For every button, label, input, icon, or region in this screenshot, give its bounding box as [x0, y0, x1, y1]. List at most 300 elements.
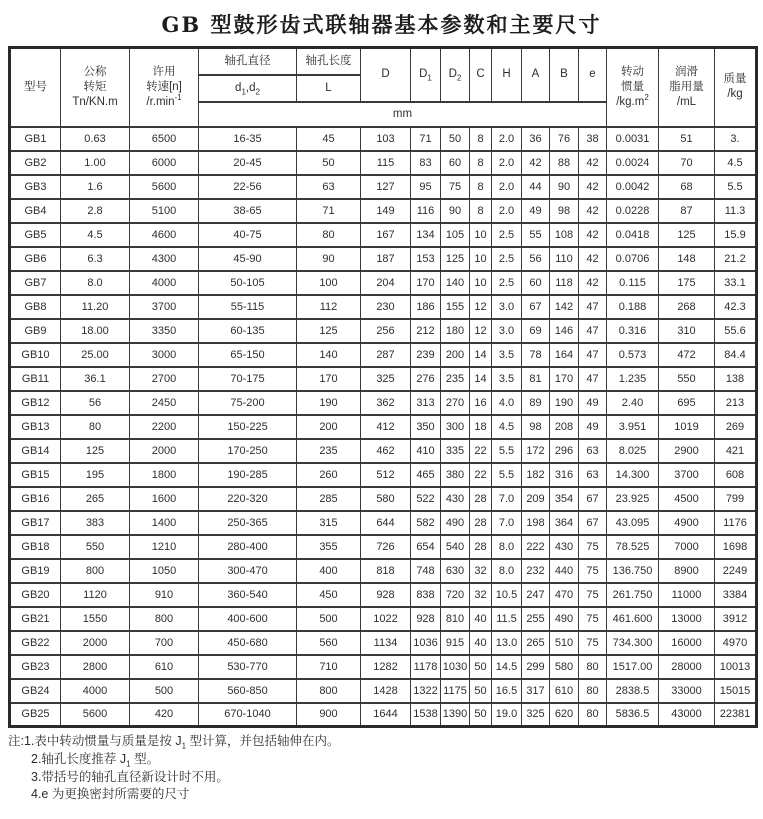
- value-cell: 164: [550, 343, 579, 367]
- table-row: [10, 127, 757, 151]
- value-cell: 47: [579, 367, 607, 391]
- value-cell: 8.0: [492, 535, 522, 559]
- value-cell: 153: [411, 247, 441, 271]
- value-cell: 47: [579, 343, 607, 367]
- value-cell: 362: [361, 391, 411, 415]
- value-cell: 0.0042: [607, 175, 659, 199]
- value-cell: 420: [130, 703, 199, 727]
- header-line: 转动: [621, 65, 644, 78]
- value-cell: 1175: [441, 679, 470, 703]
- dim-label: C: [476, 68, 485, 81]
- col-header-torque: [61, 48, 130, 127]
- value-cell: 6500: [130, 127, 199, 151]
- value-cell: 269: [715, 415, 757, 439]
- value-cell: 261.750: [607, 583, 659, 607]
- value-cell: 0.115: [607, 271, 659, 295]
- value-cell: 1282: [361, 655, 411, 679]
- value-cell: 726: [361, 535, 411, 559]
- value-cell: 75: [579, 607, 607, 631]
- header-line: 公称: [83, 65, 107, 78]
- value-cell: 42.3: [715, 295, 757, 319]
- value-cell: 80: [579, 679, 607, 703]
- value-cell: 28000: [659, 655, 715, 679]
- value-cell: 1134: [361, 631, 411, 655]
- col-header-D: [361, 48, 411, 102]
- value-cell: 383: [61, 511, 130, 535]
- value-cell: 40-75: [199, 223, 297, 247]
- value-cell: 1698: [715, 535, 757, 559]
- value-cell: 38: [579, 127, 607, 151]
- value-cell: 98: [550, 199, 579, 223]
- value-cell: 200: [297, 415, 361, 439]
- value-cell: 608: [715, 463, 757, 487]
- model-cell: GB11: [10, 367, 61, 391]
- value-cell: 5836.5: [607, 703, 659, 727]
- value-cell: 103: [361, 127, 411, 151]
- value-cell: 18: [470, 415, 492, 439]
- value-cell: 1428: [361, 679, 411, 703]
- subscript: 2: [456, 73, 462, 83]
- value-cell: 276: [411, 367, 441, 391]
- value-cell: 1.00: [61, 151, 130, 175]
- value-cell: 16000: [659, 631, 715, 655]
- value-cell: 81: [522, 367, 550, 391]
- value-cell: 125: [441, 247, 470, 271]
- value-cell: 268: [659, 295, 715, 319]
- value-cell: 1050: [130, 559, 199, 583]
- value-cell: 800: [297, 679, 361, 703]
- value-cell: 300: [441, 415, 470, 439]
- value-cell: 50: [441, 127, 470, 151]
- value-cell: 49: [579, 415, 607, 439]
- value-cell: 5.5: [715, 175, 757, 199]
- value-cell: 47: [579, 319, 607, 343]
- value-cell: 70: [659, 151, 715, 175]
- value-cell: 71: [411, 127, 441, 151]
- value-cell: 222: [522, 535, 550, 559]
- value-cell: 3.951: [607, 415, 659, 439]
- value-cell: 16: [470, 391, 492, 415]
- value-cell: 2.5: [492, 247, 522, 271]
- spec-table: [8, 46, 758, 728]
- value-cell: 50: [470, 679, 492, 703]
- value-cell: 80: [579, 703, 607, 727]
- value-cell: 470: [550, 583, 579, 607]
- value-cell: 67: [579, 487, 607, 511]
- col-header-D1: [411, 48, 441, 102]
- value-cell: 400: [297, 559, 361, 583]
- value-cell: 512: [361, 463, 411, 487]
- value-cell: 134: [411, 223, 441, 247]
- value-cell: 580: [550, 655, 579, 679]
- value-cell: 915: [441, 631, 470, 655]
- col-header-inertia: [607, 48, 659, 127]
- table-row: [10, 679, 757, 703]
- value-cell: 360-540: [199, 583, 297, 607]
- value-cell: 0.573: [607, 343, 659, 367]
- value-cell: 4.5: [61, 223, 130, 247]
- value-cell: 296: [550, 439, 579, 463]
- header-line: 惯量: [621, 80, 644, 93]
- value-cell: 550: [61, 535, 130, 559]
- value-cell: 421: [715, 439, 757, 463]
- model-cell: GB17: [10, 511, 61, 535]
- value-cell: 25.00: [61, 343, 130, 367]
- value-cell: 0.0418: [607, 223, 659, 247]
- value-cell: 0.0024: [607, 151, 659, 175]
- value-cell: 230: [361, 295, 411, 319]
- notes: [8, 733, 763, 804]
- value-cell: 2.0: [492, 175, 522, 199]
- value-cell: 45-90: [199, 247, 297, 271]
- value-cell: 75: [441, 175, 470, 199]
- value-cell: 36.1: [61, 367, 130, 391]
- value-cell: 4.5: [715, 151, 757, 175]
- value-cell: 14: [470, 343, 492, 367]
- value-cell: 1517.00: [607, 655, 659, 679]
- value-cell: 56: [61, 391, 130, 415]
- table-row: [10, 343, 757, 367]
- unit-header: mm: [199, 102, 607, 127]
- value-cell: 1550: [61, 607, 130, 631]
- model-cell: GB2: [10, 151, 61, 175]
- col-header-C: [470, 48, 492, 102]
- value-cell: 430: [550, 535, 579, 559]
- value-cell: 255: [522, 607, 550, 631]
- value-cell: 4900: [659, 511, 715, 535]
- value-cell: 190-285: [199, 463, 297, 487]
- col-header-d1d2: [199, 75, 297, 102]
- value-cell: 11.3: [715, 199, 757, 223]
- value-cell: 510: [550, 631, 579, 655]
- value-cell: 670-1040: [199, 703, 297, 727]
- value-cell: 40: [470, 631, 492, 655]
- col-header-B: [550, 48, 579, 102]
- value-cell: 522: [411, 487, 441, 511]
- value-cell: 3.0: [492, 319, 522, 343]
- value-cell: 88: [550, 151, 579, 175]
- table-row: [10, 703, 757, 727]
- value-cell: 87: [659, 199, 715, 223]
- subscript: 2: [255, 86, 260, 96]
- value-cell: 200: [441, 343, 470, 367]
- value-cell: 748: [411, 559, 441, 583]
- model-cell: GB19: [10, 559, 61, 583]
- value-cell: 3350: [130, 319, 199, 343]
- value-cell: 15015: [715, 679, 757, 703]
- value-cell: 6000: [130, 151, 199, 175]
- value-cell: 55: [522, 223, 550, 247]
- value-cell: 299: [522, 655, 550, 679]
- header-line: 脂用量: [669, 80, 704, 93]
- value-cell: 76: [550, 127, 579, 151]
- value-cell: 818: [361, 559, 411, 583]
- value-cell: 400-600: [199, 607, 297, 631]
- value-cell: 42: [579, 223, 607, 247]
- value-cell: 42: [522, 151, 550, 175]
- value-cell: 10013: [715, 655, 757, 679]
- value-cell: 38-65: [199, 199, 297, 223]
- header-line: /kg: [727, 88, 743, 101]
- value-cell: 8: [470, 151, 492, 175]
- value-cell: 13.0: [492, 631, 522, 655]
- value-cell: 810: [441, 607, 470, 631]
- value-cell: 5600: [130, 175, 199, 199]
- value-cell: 42: [579, 271, 607, 295]
- value-cell: 610: [130, 655, 199, 679]
- value-cell: 235: [297, 439, 361, 463]
- value-cell: 108: [550, 223, 579, 247]
- value-cell: 140: [441, 271, 470, 295]
- model-cell: GB4: [10, 199, 61, 223]
- value-cell: 49: [522, 199, 550, 223]
- value-cell: 450-680: [199, 631, 297, 655]
- value-cell: 580: [361, 487, 411, 511]
- model-cell: GB20: [10, 583, 61, 607]
- value-cell: 220-320: [199, 487, 297, 511]
- model-cell: GB21: [10, 607, 61, 631]
- value-cell: 155: [441, 295, 470, 319]
- value-cell: 80: [297, 223, 361, 247]
- value-cell: 3.: [715, 127, 757, 151]
- value-cell: 2.8: [61, 199, 130, 223]
- value-cell: 610: [550, 679, 579, 703]
- value-cell: 250-365: [199, 511, 297, 535]
- value-cell: 412: [361, 415, 411, 439]
- value-cell: 0.0031: [607, 127, 659, 151]
- note-line: 2.轴孔长度推荐 $J_1$ 型。: [31, 751, 160, 769]
- value-cell: 550: [659, 367, 715, 391]
- value-cell: 410: [411, 439, 441, 463]
- value-cell: 67: [579, 511, 607, 535]
- value-cell: 43000: [659, 703, 715, 727]
- value-cell: 0.0228: [607, 199, 659, 223]
- table-row: [10, 439, 757, 463]
- value-cell: 8.0: [61, 271, 130, 295]
- value-cell: 187: [361, 247, 411, 271]
- value-cell: 12: [470, 295, 492, 319]
- value-cell: 440: [550, 559, 579, 583]
- value-cell: 142: [550, 295, 579, 319]
- value-cell: 14.5: [492, 655, 522, 679]
- value-cell: 450: [297, 583, 361, 607]
- value-cell: 430: [441, 487, 470, 511]
- value-cell: 28: [470, 487, 492, 511]
- value-cell: 1322: [411, 679, 441, 703]
- value-cell: 654: [411, 535, 441, 559]
- value-cell: 67: [522, 295, 550, 319]
- value-cell: 33000: [659, 679, 715, 703]
- value-cell: 125: [659, 223, 715, 247]
- value-cell: 20-45: [199, 151, 297, 175]
- value-cell: 630: [441, 559, 470, 583]
- value-cell: 56: [522, 247, 550, 271]
- note-line: 3.带括号的轴孔直径新设计时不用。: [31, 769, 229, 784]
- value-cell: 149: [361, 199, 411, 223]
- value-cell: 51: [659, 127, 715, 151]
- value-cell: 560: [297, 631, 361, 655]
- header-line: [131, 92, 197, 110]
- value-cell: 1120: [61, 583, 130, 607]
- header-unit-text: /r.min: [146, 95, 175, 108]
- value-cell: 928: [361, 583, 411, 607]
- model-cell: GB8: [10, 295, 61, 319]
- table-row: [10, 583, 757, 607]
- value-cell: 83: [411, 151, 441, 175]
- col-header-bore-length: 轴孔长度: [297, 48, 361, 75]
- value-cell: 3000: [130, 343, 199, 367]
- value-cell: 4970: [715, 631, 757, 655]
- value-cell: 208: [550, 415, 579, 439]
- value-cell: 75: [579, 559, 607, 583]
- header-line: 质量: [723, 73, 747, 86]
- value-cell: 2.0: [492, 199, 522, 223]
- value-cell: 55.6: [715, 319, 757, 343]
- value-cell: 900: [297, 703, 361, 727]
- col-header-e: [579, 48, 607, 102]
- value-cell: 364: [550, 511, 579, 535]
- value-cell: 36: [522, 127, 550, 151]
- value-cell: 3700: [130, 295, 199, 319]
- value-cell: 63: [297, 175, 361, 199]
- value-cell: 10: [470, 271, 492, 295]
- model-cell: GB13: [10, 415, 61, 439]
- header-line: 润滑: [675, 65, 698, 78]
- value-cell: 42: [579, 199, 607, 223]
- value-cell: 212: [411, 319, 441, 343]
- value-cell: 90: [441, 199, 470, 223]
- col-header-D2: [441, 48, 470, 102]
- value-cell: 2900: [659, 439, 715, 463]
- value-cell: 800: [130, 607, 199, 631]
- value-cell: 7.0: [492, 511, 522, 535]
- col-header-mass: [715, 48, 757, 127]
- dim-label: D: [419, 68, 428, 81]
- table-row: [10, 151, 757, 175]
- value-cell: 50: [470, 703, 492, 727]
- value-cell: 75: [579, 535, 607, 559]
- value-cell: 32: [470, 583, 492, 607]
- value-cell: 42: [579, 151, 607, 175]
- value-cell: 1036: [411, 631, 441, 655]
- value-cell: 1210: [130, 535, 199, 559]
- value-cell: 472: [659, 343, 715, 367]
- value-cell: 315: [297, 511, 361, 535]
- value-cell: 285: [297, 487, 361, 511]
- value-cell: 45: [297, 127, 361, 151]
- value-cell: 8.025: [607, 439, 659, 463]
- table-header: [10, 48, 757, 127]
- value-cell: 1538: [411, 703, 441, 727]
- value-cell: 8: [470, 199, 492, 223]
- value-cell: 1400: [130, 511, 199, 535]
- value-cell: 14.300: [607, 463, 659, 487]
- dim-label: B: [560, 68, 568, 81]
- dim-label: H: [502, 68, 511, 81]
- value-cell: 78: [522, 343, 550, 367]
- value-cell: 98: [522, 415, 550, 439]
- value-cell: 4000: [61, 679, 130, 703]
- value-cell: 2000: [130, 439, 199, 463]
- value-cell: 32: [470, 559, 492, 583]
- value-cell: 100: [297, 271, 361, 295]
- value-cell: 256: [361, 319, 411, 343]
- header-line: 许用: [152, 65, 176, 78]
- dim-label: D: [448, 68, 457, 81]
- value-cell: 4500: [659, 487, 715, 511]
- value-cell: 12: [470, 319, 492, 343]
- value-cell: 90: [550, 175, 579, 199]
- table-row: [10, 463, 757, 487]
- table-row: [10, 247, 757, 271]
- col-header-L: L: [297, 75, 361, 102]
- note-line: 注:1.表中转动惯量与质量是按 $J_1$ 型计算，并包括轴伸在内。: [8, 734, 340, 751]
- value-cell: 172: [522, 439, 550, 463]
- page-title: GB 型鼓形齿式联轴器基本参数和主要尺寸: [161, 12, 602, 37]
- value-cell: 11.5: [492, 607, 522, 631]
- value-cell: 33.1: [715, 271, 757, 295]
- value-cell: 18.00: [61, 319, 130, 343]
- model-cell: GB3: [10, 175, 61, 199]
- model-cell: GB7: [10, 271, 61, 295]
- value-cell: 1030: [441, 655, 470, 679]
- value-cell: 500: [297, 607, 361, 631]
- value-cell: 19.0: [492, 703, 522, 727]
- value-cell: 28: [470, 511, 492, 535]
- dim-label: ,: [245, 81, 250, 94]
- value-cell: 3.0: [492, 295, 522, 319]
- col-header-bore-diameter: 轴孔直径: [199, 48, 297, 75]
- value-cell: 55-115: [199, 295, 297, 319]
- value-cell: 265: [61, 487, 130, 511]
- value-cell: 105: [441, 223, 470, 247]
- table-body: [10, 127, 757, 727]
- value-cell: 1176: [715, 511, 757, 535]
- value-cell: 1390: [441, 703, 470, 727]
- value-cell: 125: [297, 319, 361, 343]
- value-cell: 16-35: [199, 127, 297, 151]
- value-cell: 2.0: [492, 151, 522, 175]
- model-cell: GB23: [10, 655, 61, 679]
- value-cell: 490: [550, 607, 579, 631]
- value-cell: 620: [550, 703, 579, 727]
- value-cell: 1.6: [61, 175, 130, 199]
- value-cell: 582: [411, 511, 441, 535]
- value-cell: 16.5: [492, 679, 522, 703]
- value-cell: 170: [550, 367, 579, 391]
- value-cell: 355: [297, 535, 361, 559]
- value-cell: 50-105: [199, 271, 297, 295]
- value-cell: 11000: [659, 583, 715, 607]
- value-cell: 3700: [659, 463, 715, 487]
- value-cell: 1600: [130, 487, 199, 511]
- value-cell: 5.5: [492, 463, 522, 487]
- value-cell: 5.5: [492, 439, 522, 463]
- header-line: Tn/KN.m: [72, 95, 118, 108]
- table-row: [10, 391, 757, 415]
- value-cell: 0.0706: [607, 247, 659, 271]
- value-cell: 195: [61, 463, 130, 487]
- value-cell: 2800: [61, 655, 130, 679]
- value-cell: 43.095: [607, 511, 659, 535]
- value-cell: 270: [441, 391, 470, 415]
- subscript: 1: [241, 86, 246, 96]
- value-cell: 2.0: [492, 127, 522, 151]
- model-cell: GB15: [10, 463, 61, 487]
- col-header-model: 型号: [10, 48, 61, 127]
- superscript: -1: [174, 92, 182, 102]
- value-cell: 910: [130, 583, 199, 607]
